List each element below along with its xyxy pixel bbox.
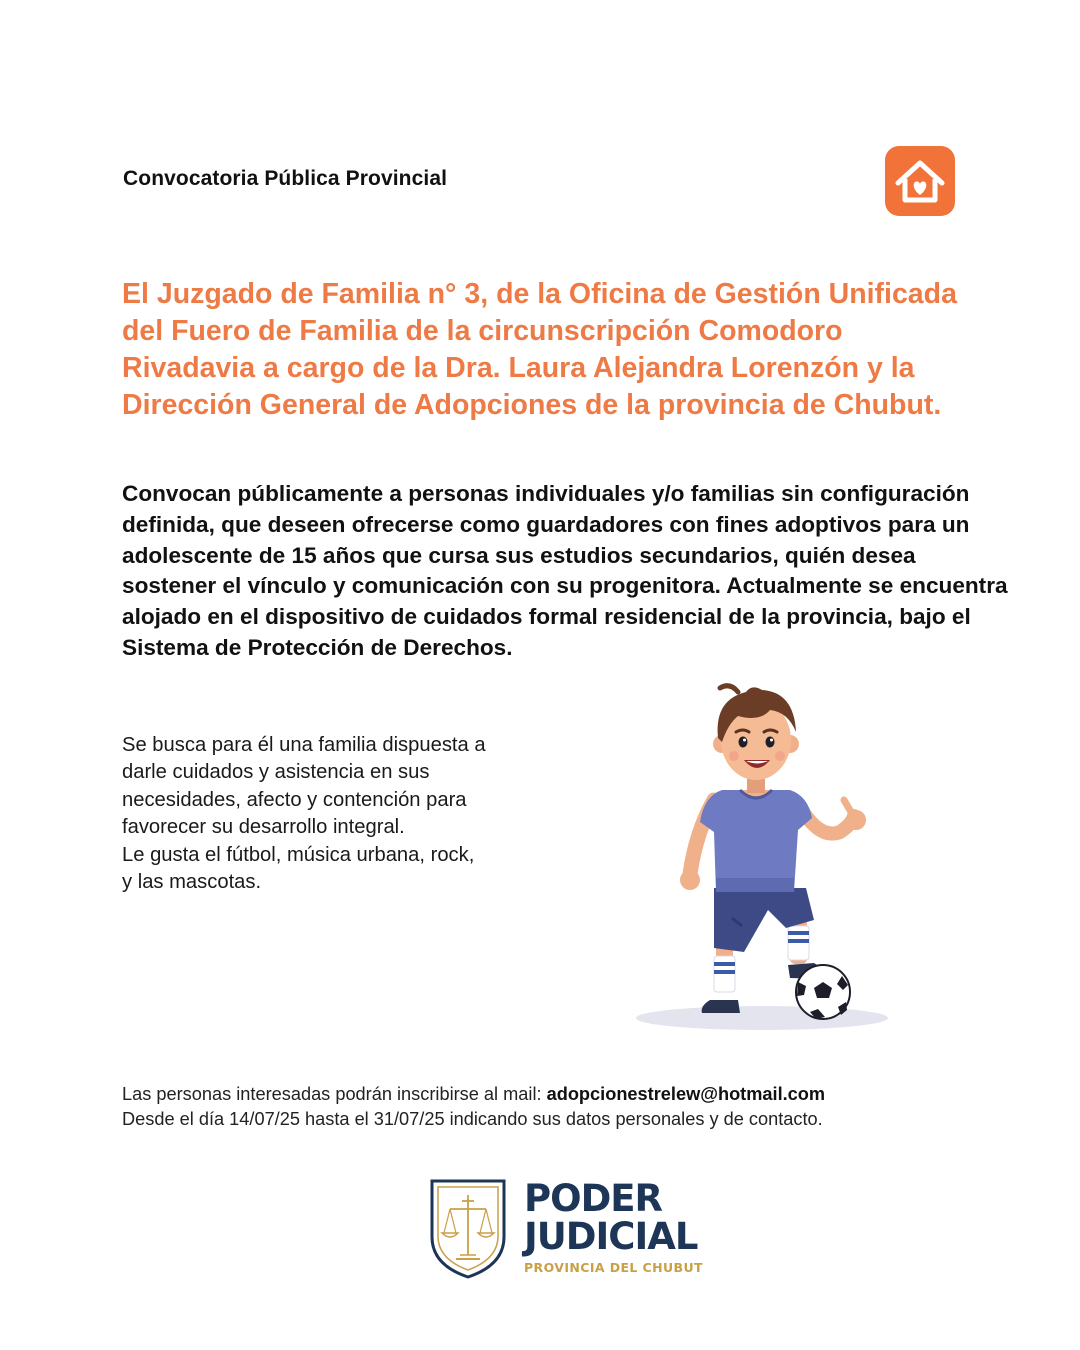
description-line: favorecer su desarrollo integral. [122, 816, 405, 839]
description-line: Se busca para él una familia dispuesta a [122, 734, 486, 756]
contact-line-1 [122, 1082, 1002, 1107]
poder-judicial-logo [524, 1177, 703, 1275]
logo-title-line-2: JUDICIAL [524, 1215, 698, 1258]
description-line: Le gusta el fútbol, música urbana, rock, [122, 843, 475, 866]
call-announcement: Convocan públicamente a personas individuales y/o familias sin configuración definida, que deseen ofrecerse como guardadores con fines adoptivos para un adolescente de 15 años que cursa sus estudios secundarios, quién desea sostener el vínculo y comunicación con su progenitora. Actualmente se encuentra alojado en el dispositivo de cuidados formal residencial de la provincia, bajo el Sistema de Protección de Derechos. [122, 481, 1008, 660]
child-description [122, 732, 582, 896]
boy-with-soccer-ball-illustration [630, 682, 895, 1032]
house-heart-icon [885, 146, 955, 216]
description-line: necesidades, afecto y contención para [122, 788, 467, 811]
contact-prefix: Las personas interesadas podrán inscribirse al mail: [122, 1084, 547, 1104]
contact-line-2: Desde el día 14/07/25 hasta el 31/07/25 indicando sus datos personales y de contacto. [122, 1109, 823, 1129]
logo-title-line-1: PODER [524, 1177, 663, 1220]
description-line: y las mascotas. [122, 871, 262, 894]
contact-email[interactable]: adopcionestrelew@hotmail.com [546, 1084, 826, 1104]
page-kicker: Convocatoria Pública Provincial [123, 167, 448, 190]
description-line: darle cuidados y asistencia en sus [122, 761, 430, 784]
scales-of-justice-icon [426, 1175, 510, 1280]
logo-subtitle: PROVINCIA DEL CHUBUT [524, 1260, 703, 1275]
contact-info [122, 1082, 1002, 1132]
headline: El Juzgado de Familia n° 3, de la Oficina de Gestión Unificada del Fuero de Familia de la circunscripción Comodoro Rivadavia a cargo de la Dra. Laura Alejandra Lorenzón y la Dirección General de Adopciones de la provincia de Chubut. [122, 278, 957, 421]
